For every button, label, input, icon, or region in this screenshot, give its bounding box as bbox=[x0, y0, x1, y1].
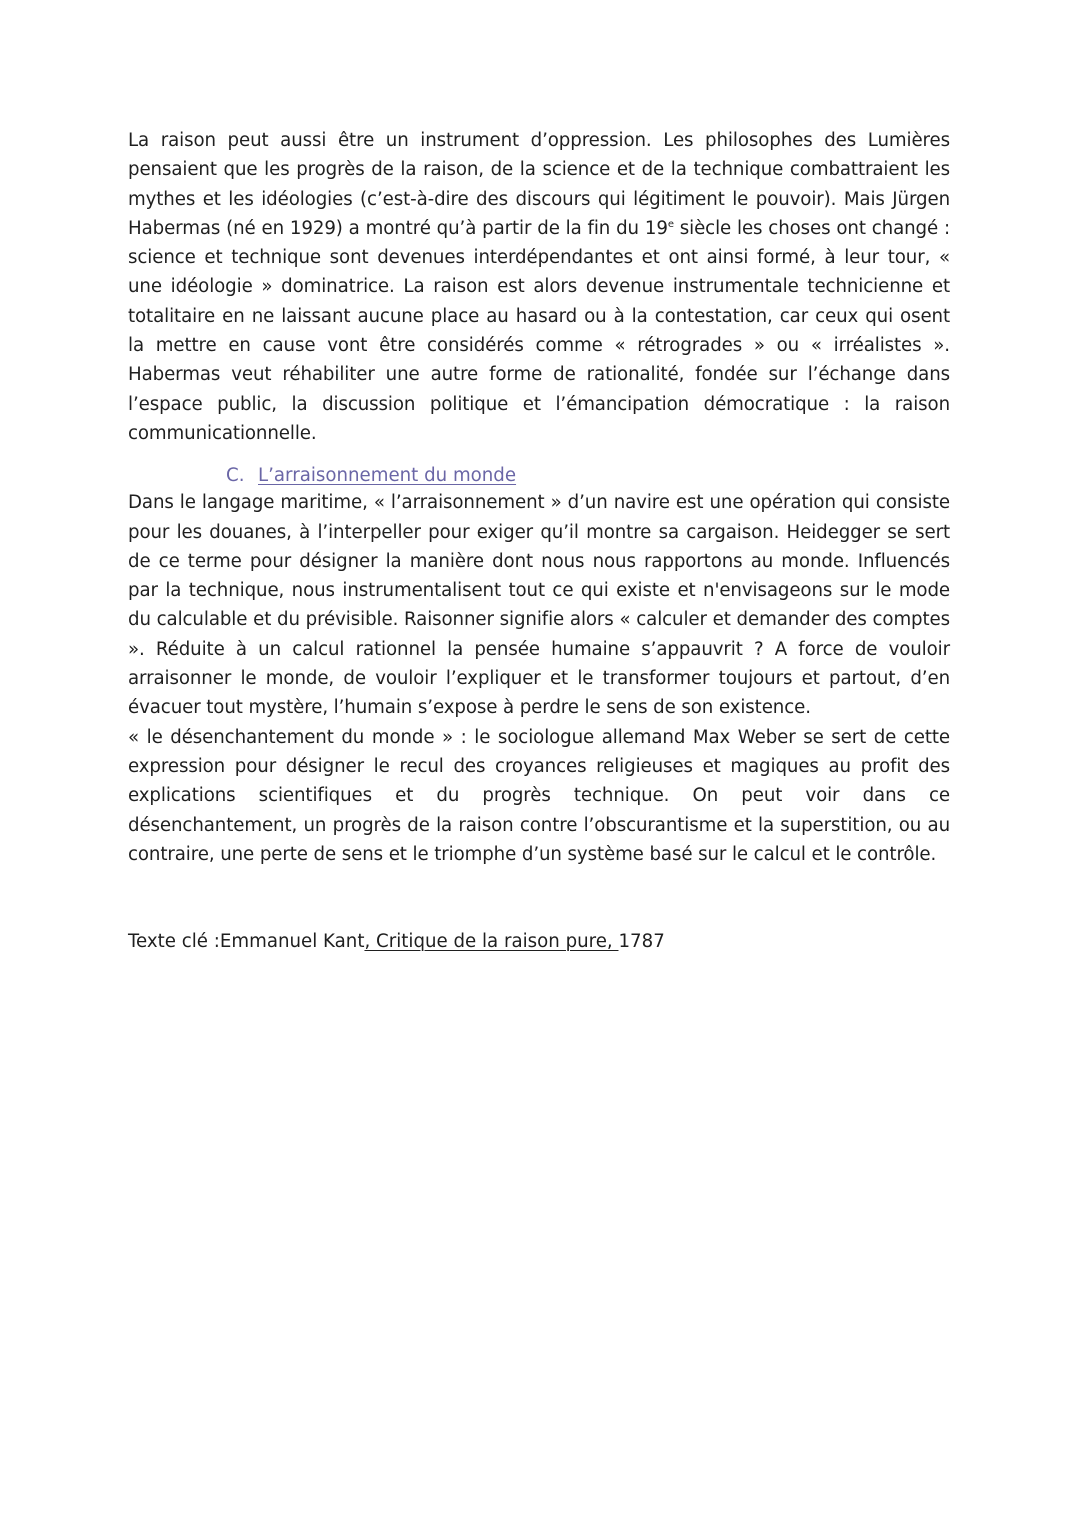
document-page bbox=[128, 126, 950, 956]
paragraph-arraisonnement: Dans le langage maritime, « l’arraisonnement » d’un navire est une opération qui consiste pour les douanes, à l’interpeller pour exiger qu’il montre sa cargaison. Heidegger se sert de ce terme pour désigner la manière dont nous nous rapportons au monde. Influencés par la technique, nous instrumentalisent tout ce qui existe et n'envisageons sur le mode du calculable et du prévisible. Raisonner signifie alors « calculer et demander des comptes ». Réduite à un calcul rationnel la pensée humaine s’appauvrit ? A force de vouloir arraisonner le monde, de vouloir l’expliquer et le transformer toujours et partout, d’en évacuer tout mystère, l’humain s’expose à perdre le sens de son existence. bbox=[128, 492, 950, 719]
section-heading-c bbox=[226, 464, 950, 488]
paragraph-1-text-b: siècle les choses ont changé : science et technique sont devenues interdépendantes et ont ainsi formé, à leur tour, « une idéologie » dominatrice. La raison est alors devenue instrumentale technicienne et totalitaire en ne laissant aucune place au hasard ou à la contestation, car ceux qui osent la mettre en cause vont être considérés comme « rétrogrades » ou « irréalistes ». Habermas veut réhabiliter une autre forme de rationalité, fondée sur l’échange dans l’espace public, la discussion politique et l’émancipation démocratique : la raison communicationnelle. bbox=[128, 217, 950, 444]
key-text-reference bbox=[128, 927, 950, 956]
key-text-year: 1787 bbox=[618, 931, 665, 953]
key-text-label: Texte clé :Emmanuel Kant bbox=[128, 931, 365, 953]
century-superscript: e bbox=[667, 218, 674, 230]
section-title: L’arraisonnement du monde bbox=[258, 465, 517, 487]
paragraph-1-text-a: La raison peut aussi être un instrument d’oppression. Les philosophes des Lumières pensaient que les progrès de la raison, de la science et de la technique combattraient les mythes et les idéologies (c’est-à-dire des discours qui légitiment le pouvoir). Mais Jürgen Habermas (né en 1929) a montré qu’à partir de la fin du 19 bbox=[128, 130, 950, 239]
section-letter: C. bbox=[226, 465, 245, 487]
key-text-work-title: , Critique de la raison pure, bbox=[364, 931, 619, 953]
paragraph-desenchantement: « le désenchantement du monde » : le sociologue allemand Max Weber se sert de cette expression pour désigner le recul des croyances religieuses et magiques au profit des explications scientifiques et du progrès technique. On peut voir dans ce désenchantement, un progrès de la raison contre l’obscurantisme et la superstition, ou au contraire, une perte de sens et le triomphe d’un système basé sur le calcul et le contrôle. bbox=[128, 726, 950, 865]
paragraph-instrument-oppression bbox=[128, 126, 950, 448]
